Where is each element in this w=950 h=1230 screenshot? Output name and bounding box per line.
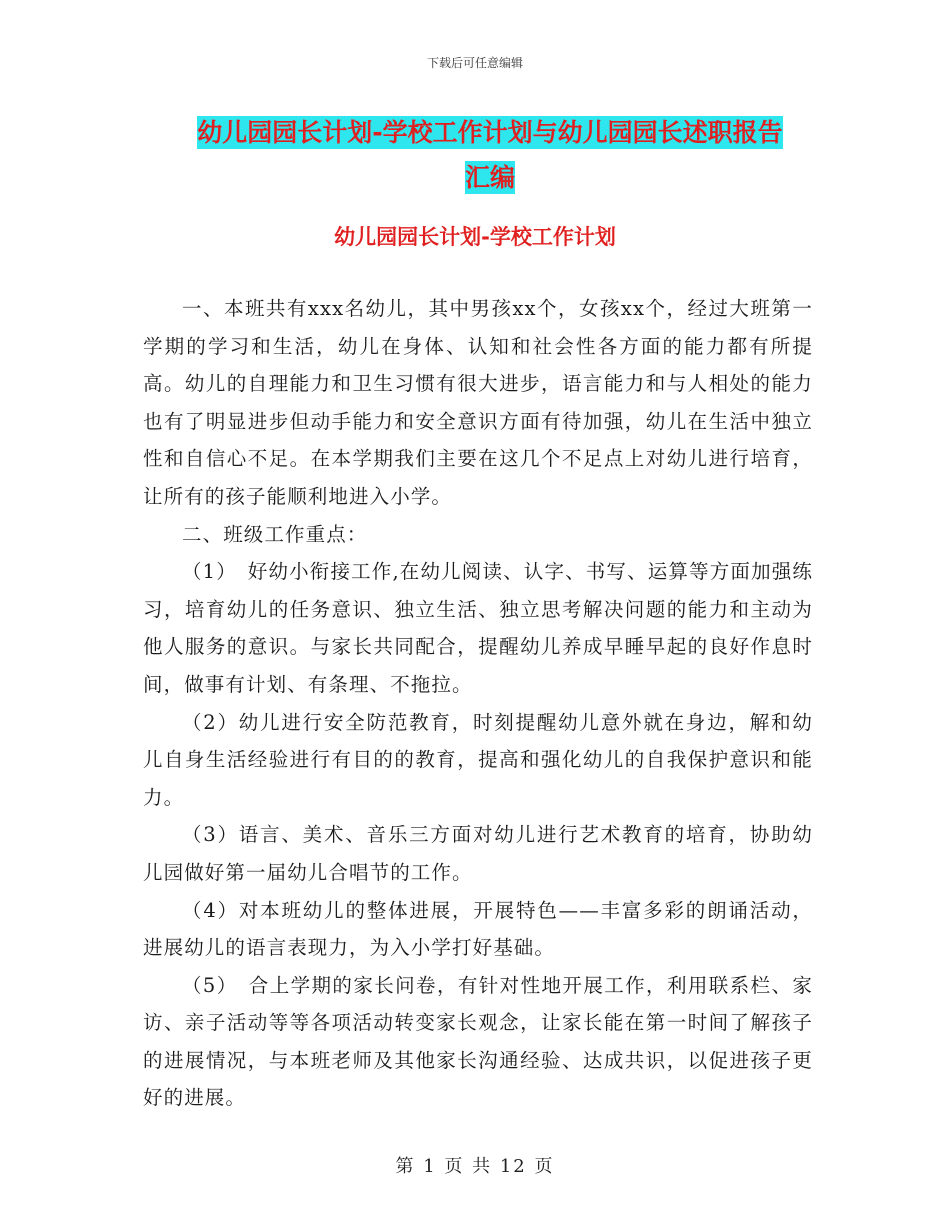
document-title [140, 110, 840, 200]
page-number-footer: 第 1 页 共 12 页 [395, 1156, 555, 1177]
section-title: 幼儿园园长计划-学校工作计划 [334, 225, 616, 249]
paragraph-item-5: （5） 合上学期的家长问卷，有针对性地开展工作，利用联系栏、家访、亲子活动等等各项活动转变家长观念，让家长能在第一时间了解孩子的进展情况，与本班老师及其他家长沟通经验、达成共识，以促进孩子更好的进展。 [143, 973, 813, 1110]
paragraph-work-focus-heading: 二、班级工作重点： [182, 522, 368, 546]
paragraph-item-2: （2）幼儿进行安全防范教育，时刻提醒幼儿意外就在身边，解和幼儿自身生活经验进行有目的的教育，提高和强化幼儿的自我保护意识和能力。 [143, 710, 813, 809]
document-title-line2: 汇编 [464, 163, 515, 192]
document-body [143, 290, 813, 1117]
header-note: 下载后可任意编辑 [426, 56, 523, 70]
paragraph-item-4: （4）对本班幼儿的整体进展，开展特色——丰富多彩的朗诵活动，进展幼儿的语言表现力，为入小学打好基础。 [143, 898, 813, 960]
paragraph-item-1: （1） 好幼小衔接工作,在幼儿阅读、认字、书写、运算等方面加强练习，培育幼儿的任务意识、独立生活、独立思考解决问题的能力和主动为他人服务的意识。与家长共同配合，提醒幼儿养成早睡早起的良好作息时间，做事有计划、有条理、不拖拉。 [143, 560, 813, 696]
paragraph-item-3: （3）语言、美术、音乐三方面对幼儿进行艺术教育的培育，协助幼儿园做好第一届幼儿合唱节的工作。 [143, 823, 813, 884]
paragraph-class-overview: 一、本班共有xxx名幼儿，其中男孩xx个，女孩xx个，经过大班第一学期的学习和生活，幼儿在身体、认知和社会性各方面的能力都有所提高。幼儿的自理能力和卫生习惯有很大进步，语言能力和与人相处的能力也有了明显进步但动手能力和安全意识方面有待加强，幼儿在生活中独立性和自信心不足。在本学期我们主要在这几个不足点上对幼儿进行培育，让所有的孩子能顺利地进入小学。 [143, 297, 813, 508]
document-title-line1: 幼儿园园长计划-学校工作计划与幼儿园园长述职报告 [197, 118, 783, 147]
